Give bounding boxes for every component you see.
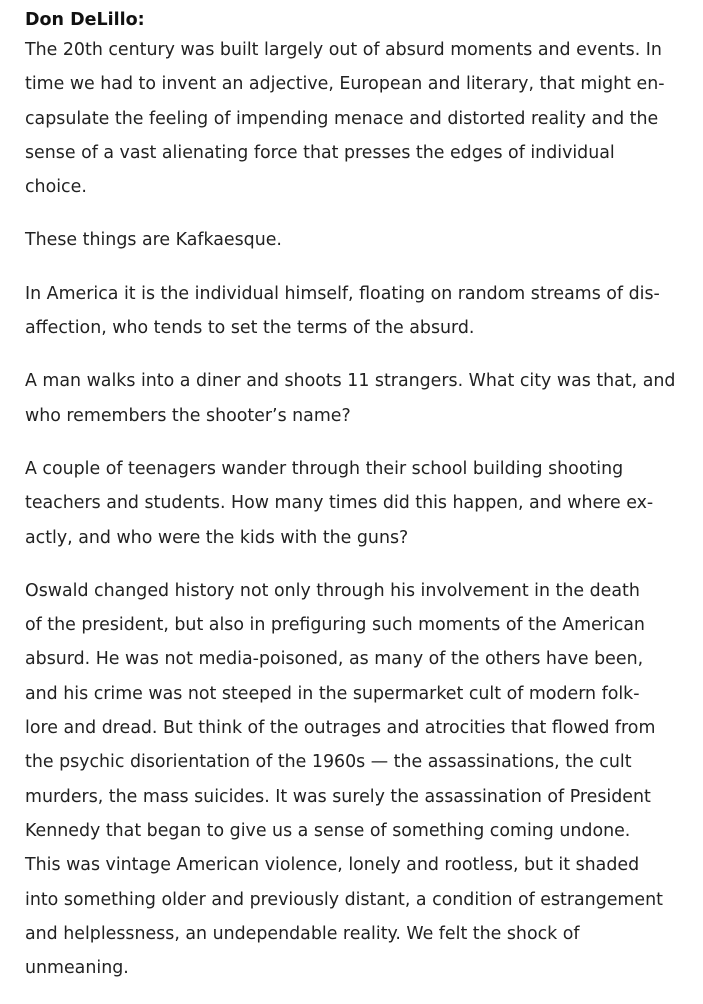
text-line: This was vintage American violence, lonely and rootless, but it shaded bbox=[25, 855, 640, 876]
text-line: capsulate the feeling of impending menace and distorted reality and the bbox=[25, 108, 659, 129]
speaker-name: Don DeLillo: bbox=[25, 10, 145, 30]
text-line: unmeaning. bbox=[25, 958, 129, 979]
text-line: the psychic disorientation of the 1960s — the assassinations, the cult bbox=[25, 752, 632, 773]
text-line: and helplessness, an undependable reality. We felt the shock of bbox=[25, 923, 580, 944]
text-line: Oswald changed history not only through his involvement in the death bbox=[25, 580, 640, 601]
text-line: Kennedy that began to give us a sense of something coming undone. bbox=[25, 820, 631, 841]
text-line: teachers and students. How many times did this happen, and where ex- bbox=[25, 493, 654, 514]
text-line: time we had to invent an adjective, European and literary, that might en- bbox=[25, 74, 665, 95]
text-line: into something older and previously distant, a condition of estrangement bbox=[25, 889, 663, 910]
text-line: actly, and who were the kids with the guns? bbox=[25, 527, 409, 548]
text-line: A couple of teenagers wander through their school building shooting bbox=[25, 458, 624, 479]
text-line: and his crime was not steeped in the supermarket cult of modern folk- bbox=[25, 683, 640, 704]
article-body bbox=[25, 7, 690, 1004]
paragraph bbox=[25, 574, 690, 986]
text-line: of the president, but also in prefiguring such moments of the American bbox=[25, 615, 645, 636]
text-line: choice. bbox=[25, 177, 87, 198]
text-line: A man walks into a diner and shoots 11 strangers. What city was that, and bbox=[25, 371, 676, 392]
text-line: affection, who tends to set the terms of the absurd. bbox=[25, 318, 475, 339]
text-line: The 20th century was built largely out of absurd moments and events. In bbox=[25, 40, 662, 60]
paragraph bbox=[25, 277, 690, 346]
text-line: murders, the mass suicides. It was surely the assassination of President bbox=[25, 786, 651, 807]
text-line: absurd. He was not media-poisoned, as many of the others have been, bbox=[25, 649, 644, 670]
text-line: lore and dread. But think of the outrages and atrocities that flowed from bbox=[25, 718, 656, 739]
paragraph bbox=[25, 364, 690, 433]
text-line: sense of a vast alienating force that presses the edges of individual bbox=[25, 142, 615, 163]
paragraph bbox=[25, 33, 690, 204]
text-line: who remembers the shooter’s name? bbox=[25, 405, 351, 426]
paragraph bbox=[25, 452, 690, 555]
paragraph bbox=[25, 223, 690, 257]
text-line: In America it is the individual himself, floating on random streams of dis- bbox=[25, 283, 660, 304]
text-line: These things are Kafkaesque. bbox=[25, 230, 282, 251]
